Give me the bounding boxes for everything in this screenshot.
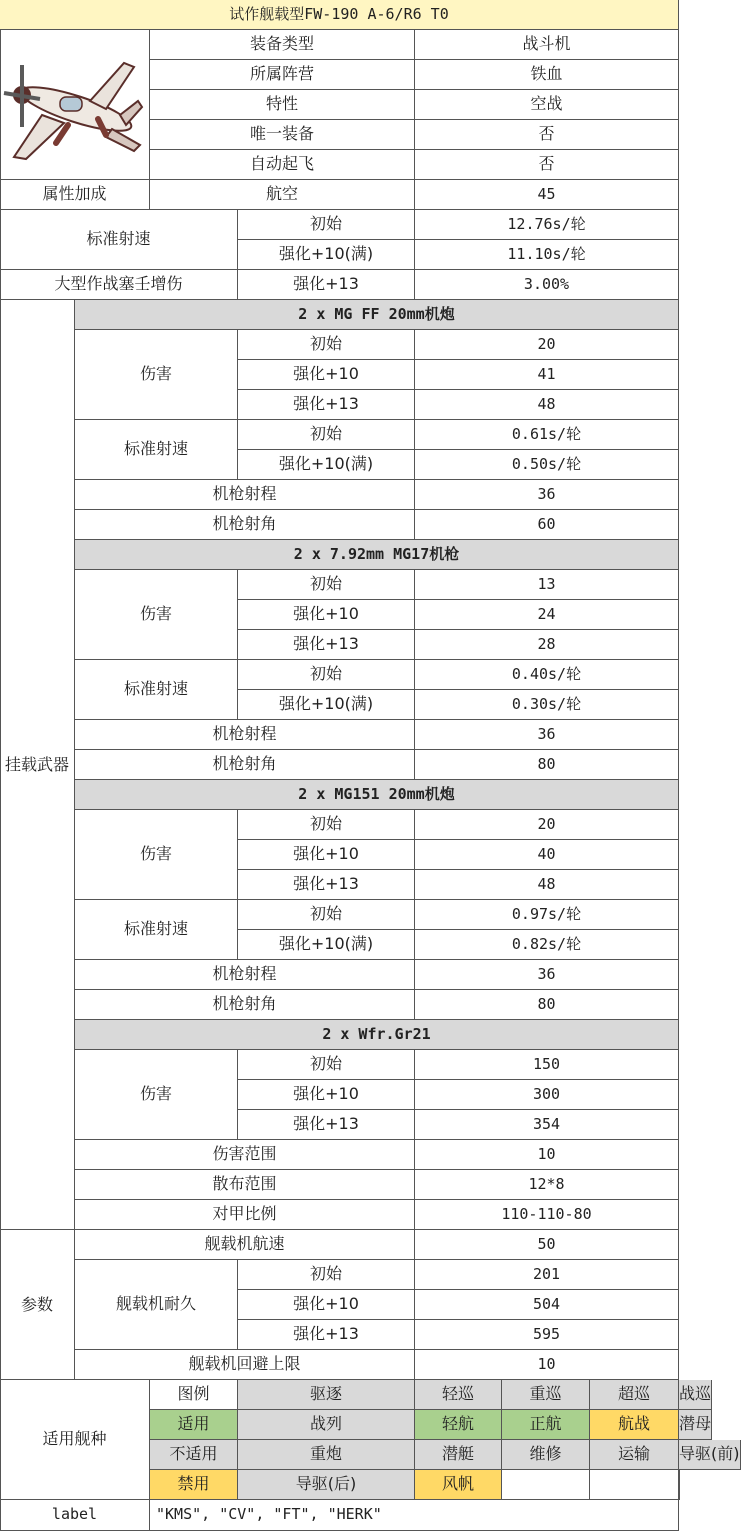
ship-type-cell: 航战 [590,1410,679,1440]
weapon-stat-value: 80 [415,990,679,1020]
legend-item: 适用 [150,1410,238,1440]
params-section-label-char: 数 [37,1294,54,1314]
ship-type-cell: 轻航 [415,1410,502,1440]
attr-value: 45 [415,180,679,210]
weapon-stat-value: 36 [415,480,679,510]
damage-value: 48 [415,390,679,420]
damage-label: 伤害 [75,810,238,900]
damage-value: 40 [415,840,679,870]
ship-type-cell: 导驱(前) [679,1440,741,1470]
weapon-rate-level: 强化+10(满) [238,930,415,960]
param-value: 10 [415,1350,679,1380]
param-label: 舰载机航速 [75,1230,415,1260]
damage-value: 24 [415,600,679,630]
weapon-stat-label: 机枪射程 [75,480,415,510]
weapon-rate-level: 初始 [238,900,415,930]
basic-value: 铁血 [415,60,679,90]
weapon-stat-label: 机枪射角 [75,990,415,1020]
param-label: 舰载机回避上限 [75,1350,415,1380]
weapon-stat-label: 机枪射角 [75,750,415,780]
hp-value: 504 [415,1290,679,1320]
damage-value: 20 [415,810,679,840]
weapon-rate-label: 标准射速 [75,900,238,960]
damage-value: 20 [415,330,679,360]
fire-rate-value: 12.76s/轮 [415,210,679,240]
ship-type-cell: 导驱(后) [238,1470,415,1500]
weapon-header: 2 x MG151 20mm机炮 [75,780,679,810]
ship-type-cell: 战巡 [679,1380,712,1410]
damage-value: 41 [415,360,679,390]
ship-type-cell: 正航 [502,1410,590,1440]
weapon-rate-value: 0.82s/轮 [415,930,679,960]
weapon-rate-level: 初始 [238,660,415,690]
weapon-rate-value: 0.30s/轮 [415,690,679,720]
damage-label: 伤害 [75,1050,238,1140]
plug-value: 3.00% [415,270,679,300]
weapon-stat-label: 机枪射角 [75,510,415,540]
basic-label: 所属阵营 [150,60,415,90]
weapon-stat-value: 110-110-80 [415,1200,679,1230]
damage-level: 初始 [238,330,415,360]
weapon-rate-label: 标准射速 [75,420,238,480]
damage-value: 150 [415,1050,679,1080]
damage-value: 48 [415,870,679,900]
ship-type-cell: 重巡 [502,1380,590,1410]
ship-type-cell: 驱逐 [238,1380,415,1410]
hp-level: 初始 [238,1260,415,1290]
basic-value: 否 [415,120,679,150]
hp-level: 强化+10 [238,1290,415,1320]
damage-level: 初始 [238,810,415,840]
fire-rate-label: 标准射速 [0,210,238,270]
ship-type-cell: 重炮 [238,1440,415,1470]
weapon-stat-label: 对甲比例 [75,1200,415,1230]
damage-level: 强化+10 [238,840,415,870]
weapon-header: 2 x Wfr.Gr21 [75,1020,679,1050]
weapon-header: 2 x 7.92mm MG17机枪 [75,540,679,570]
damage-level: 强化+10 [238,1080,415,1110]
weapon-stat-value: 60 [415,510,679,540]
ship-type-cell [502,1470,590,1500]
ship-type-cell: 战列 [238,1410,415,1440]
basic-label: 特性 [150,90,415,120]
damage-level: 强化+13 [238,630,415,660]
damage-level: 初始 [238,570,415,600]
weapon-rate-value: 0.97s/轮 [415,900,679,930]
ship-type-cell [590,1470,679,1500]
plug-label: 大型作战塞壬增伤 [0,270,238,300]
weapon-header: 2 x MG FF 20mm机炮 [75,300,679,330]
ship-type-cell: 潜母 [679,1410,712,1440]
weapon-rate-level: 强化+10(满) [238,690,415,720]
weapon-stat-value: 36 [415,720,679,750]
weapon-stat-label: 伤害范围 [75,1140,415,1170]
weapon-stat-value: 36 [415,960,679,990]
ship-type-cell: 超巡 [590,1380,679,1410]
weapon-rate-level: 强化+10(满) [238,450,415,480]
plug-name: 强化+13 [238,270,415,300]
damage-level: 强化+13 [238,870,415,900]
params-section-label [0,1230,75,1380]
damage-level: 强化+10 [238,360,415,390]
damage-value: 300 [415,1080,679,1110]
fire-rate-value: 11.10s/轮 [415,240,679,270]
weapon-rate-label: 标准射速 [75,660,238,720]
damage-level: 强化+10 [238,600,415,630]
damage-label: 伤害 [75,570,238,660]
weapon-stat-label: 机枪射程 [75,720,415,750]
ship-types-label: 适用舰种 [0,1380,150,1500]
label-value: "KMS", "CV", "FT", "HERK" [150,1500,679,1531]
ship-type-cell [679,1470,680,1500]
weapons-section-label-char: 器 [53,754,70,774]
legend-item: 不适用 [150,1440,238,1470]
weapon-stat-value: 80 [415,750,679,780]
weapons-section-label-char: 武 [37,754,54,774]
weapon-rate-value: 0.40s/轮 [415,660,679,690]
weapon-rate-value: 0.50s/轮 [415,450,679,480]
param-value: 50 [415,1230,679,1260]
attr-label: 属性加成 [0,180,150,210]
damage-level: 强化+13 [238,1110,415,1140]
weapon-stat-label: 机枪射程 [75,960,415,990]
weapon-stat-value: 12*8 [415,1170,679,1200]
hp-label: 舰载机耐久 [75,1260,238,1350]
attr-name: 航空 [150,180,415,210]
damage-level: 强化+13 [238,390,415,420]
hp-level: 强化+13 [238,1320,415,1350]
weapon-stat-label: 散布范围 [75,1170,415,1200]
weapon-rate-value: 0.61s/轮 [415,420,679,450]
damage-value: 13 [415,570,679,600]
hp-value: 595 [415,1320,679,1350]
basic-value: 否 [415,150,679,180]
weapon-rate-level: 初始 [238,420,415,450]
ship-type-cell: 潜艇 [415,1440,502,1470]
ship-type-cell: 风帆 [415,1470,502,1500]
weapons-section-label-char: 挂 [4,754,21,774]
damage-level: 初始 [238,1050,415,1080]
basic-value: 战斗机 [415,30,679,60]
basic-label: 唯一装备 [150,120,415,150]
equipment-image [0,30,150,180]
fighter-plane-icon [2,45,148,165]
fire-rate-level: 初始 [238,210,415,240]
legend-item: 禁用 [150,1470,238,1500]
label-key: label [0,1500,150,1531]
ship-type-cell: 运输 [590,1440,679,1470]
basic-label: 自动起飞 [150,150,415,180]
fire-rate-level: 强化+10(满) [238,240,415,270]
legend-item: 图例 [150,1380,238,1410]
page-title: 试作舰载型FW-190 A-6/R6 T0 [0,0,679,30]
weapons-section-label-char: 载 [20,754,37,774]
damage-label: 伤害 [75,330,238,420]
basic-label: 装备类型 [150,30,415,60]
ship-type-cell: 维修 [502,1440,590,1470]
ship-type-cell: 轻巡 [415,1380,502,1410]
hp-value: 201 [415,1260,679,1290]
params-section-label-char: 参 [20,1294,37,1314]
weapon-stat-value: 10 [415,1140,679,1170]
damage-value: 28 [415,630,679,660]
damage-value: 354 [415,1110,679,1140]
basic-value: 空战 [415,90,679,120]
weapons-section-label [0,300,75,1230]
